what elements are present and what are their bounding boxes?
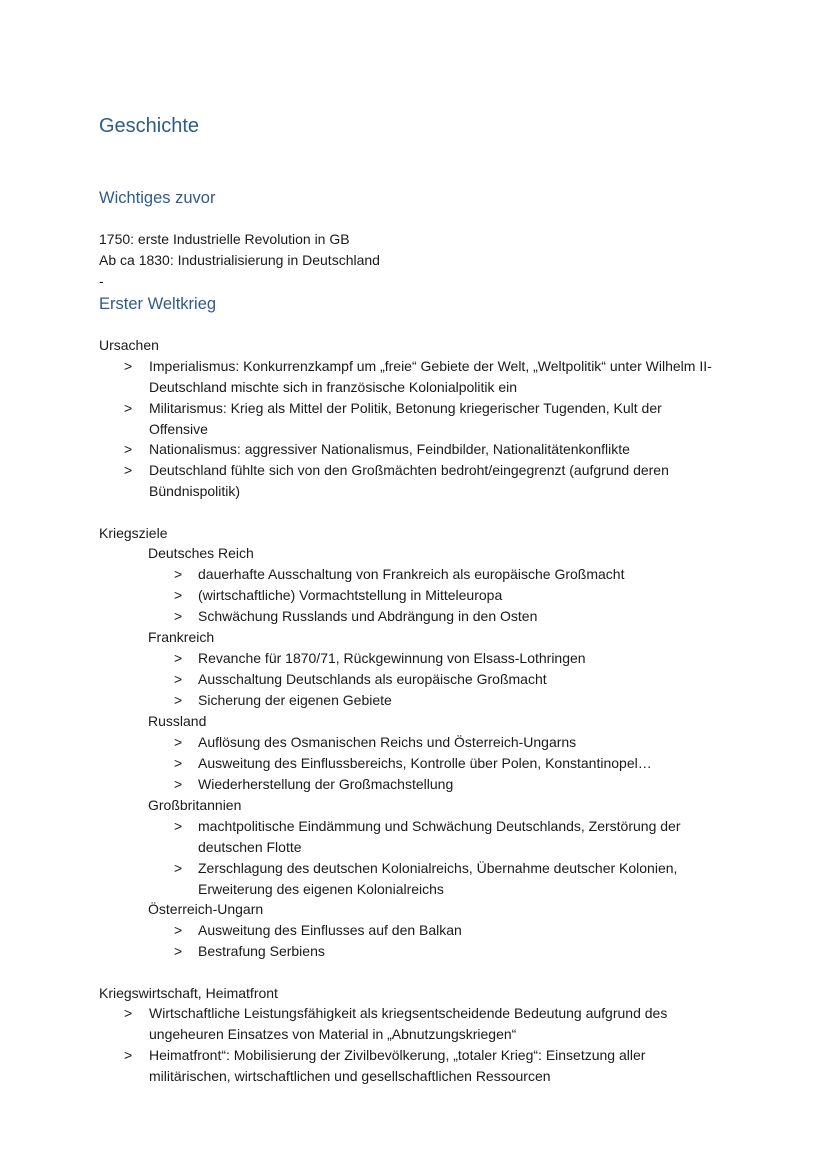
list-item-text: Ausschaltung Deutschlands als europäische Großmacht <box>198 671 547 687</box>
bullet-arrow-icon: > <box>174 943 183 959</box>
bullet-arrow-icon: > <box>174 922 183 938</box>
bullet-arrow-icon: > <box>174 818 183 834</box>
bullet-arrow-icon: > <box>174 860 183 876</box>
bullet-arrow-icon: > <box>124 462 133 478</box>
bullet-arrow-icon: > <box>174 671 183 687</box>
list-item-text: dauerhafte Ausschaltung von Frankreich als europäische Großmacht <box>198 566 625 582</box>
intro-line-1: 1750: erste Industrielle Revolution in GB <box>99 231 350 247</box>
group-deutsches-reich: Deutsches Reich <box>148 545 254 561</box>
bullet-arrow-icon: > <box>174 734 183 750</box>
label-kriegsziele: Kriegsziele <box>99 525 168 541</box>
bullet-arrow-icon: > <box>174 755 183 771</box>
group-grossbritannien: Großbritannien <box>148 797 242 813</box>
list-item-text: Heimatfront“: Mobilisierung der Zivilbevölkerung, „totaler Krieg“: Einsetzung aller militärischen, wirtschaftlichen und gesellschaftlichen Ressourcen <box>149 1047 646 1084</box>
group-oesterreich-ungarn: Österreich-Ungarn <box>148 901 264 917</box>
bullet-arrow-icon: > <box>124 1047 133 1063</box>
list-item-text: Ausweitung des Einflussbereichs, Kontrolle über Polen, Konstantinopel… <box>198 755 652 771</box>
list-item-text: Ausweitung des Einflusses auf den Balkan <box>198 922 462 938</box>
list-item-text: (wirtschaftliche) Vormachtstellung in Mitteleuropa <box>198 587 503 603</box>
list-item-text: Sicherung der eigenen Gebiete <box>198 692 392 708</box>
bullet-arrow-icon: > <box>174 587 183 603</box>
bullet-arrow-icon: > <box>174 776 183 792</box>
list-item-text: Wirtschaftliche Leistungsfähigkeit als kriegsentscheidende Bedeutung aufgrund des ungeheuren Einsatzes von Material in „Abnutzungskriegen“ <box>149 1005 668 1042</box>
bullet-arrow-icon: > <box>174 692 183 708</box>
list-item-text: Deutschland fühlte sich von den Großmächten bedroht/eingegrenzt (aufgrund deren Bündnispolitik) <box>149 462 669 499</box>
list-item-text: Militarismus: Krieg als Mittel der Politik, Betonung kriegerischer Tugenden, Kult der Offensive <box>149 400 662 437</box>
list-item-text: Zerschlagung des deutschen Kolonialreichs, Übernahme deutscher Kolonien, Erweiterung des eigenen Kolonialreichs <box>198 860 678 897</box>
bullet-arrow-icon: > <box>124 1005 133 1021</box>
list-item-text: machtpolitische Eindämmung und Schwächung Deutschlands, Zerstörung der deutschen Flotte <box>198 818 681 855</box>
bullet-arrow-icon: > <box>174 566 183 582</box>
intro-line-2: Ab ca 1830: Industrialisierung in Deutschland <box>99 252 380 268</box>
page-title: Geschichte <box>99 115 200 137</box>
list-item-text: Nationalismus: aggressiver Nationalismus, Feindbilder, Nationalitätenkonflikte <box>149 441 630 457</box>
intro-line-3: - <box>99 273 104 289</box>
group-frankreich: Frankreich <box>148 629 215 645</box>
list-item-text: Bestrafung Serbiens <box>198 943 325 959</box>
label-ursachen: Ursachen <box>99 337 159 353</box>
bullet-arrow-icon: > <box>124 441 133 457</box>
list-item-text: Revanche für 1870/71, Rückgewinnung von Elsass-Lothringen <box>198 650 586 666</box>
list-item-text: Imperialismus: Konkurrenzkampf um „freie“ Gebiete der Welt, „Weltpolitik“ unter Wilhelm II-Deutschland mischte sich in französische Kolonialpolitik ein <box>149 358 712 395</box>
group-russland: Russland <box>148 713 207 729</box>
bullet-arrow-icon: > <box>124 358 133 374</box>
bullet-arrow-icon: > <box>124 400 133 416</box>
list-item-text: Wiederherstellung der Großmachstellung <box>198 776 454 792</box>
bullet-arrow-icon: > <box>174 650 183 666</box>
heading-erster-weltkrieg: Erster Weltkrieg <box>99 295 217 313</box>
label-kriegswirtschaft: Kriegswirtschaft, Heimatfront <box>99 985 278 1001</box>
heading-wichtiges-zuvor: Wichtiges zuvor <box>99 189 216 207</box>
list-item-text: Schwächung Russlands und Abdrängung in den Osten <box>198 608 538 624</box>
list-item-text: Auflösung des Osmanischen Reichs und Österreich-Ungarns <box>198 734 577 750</box>
bullet-arrow-icon: > <box>174 608 183 624</box>
